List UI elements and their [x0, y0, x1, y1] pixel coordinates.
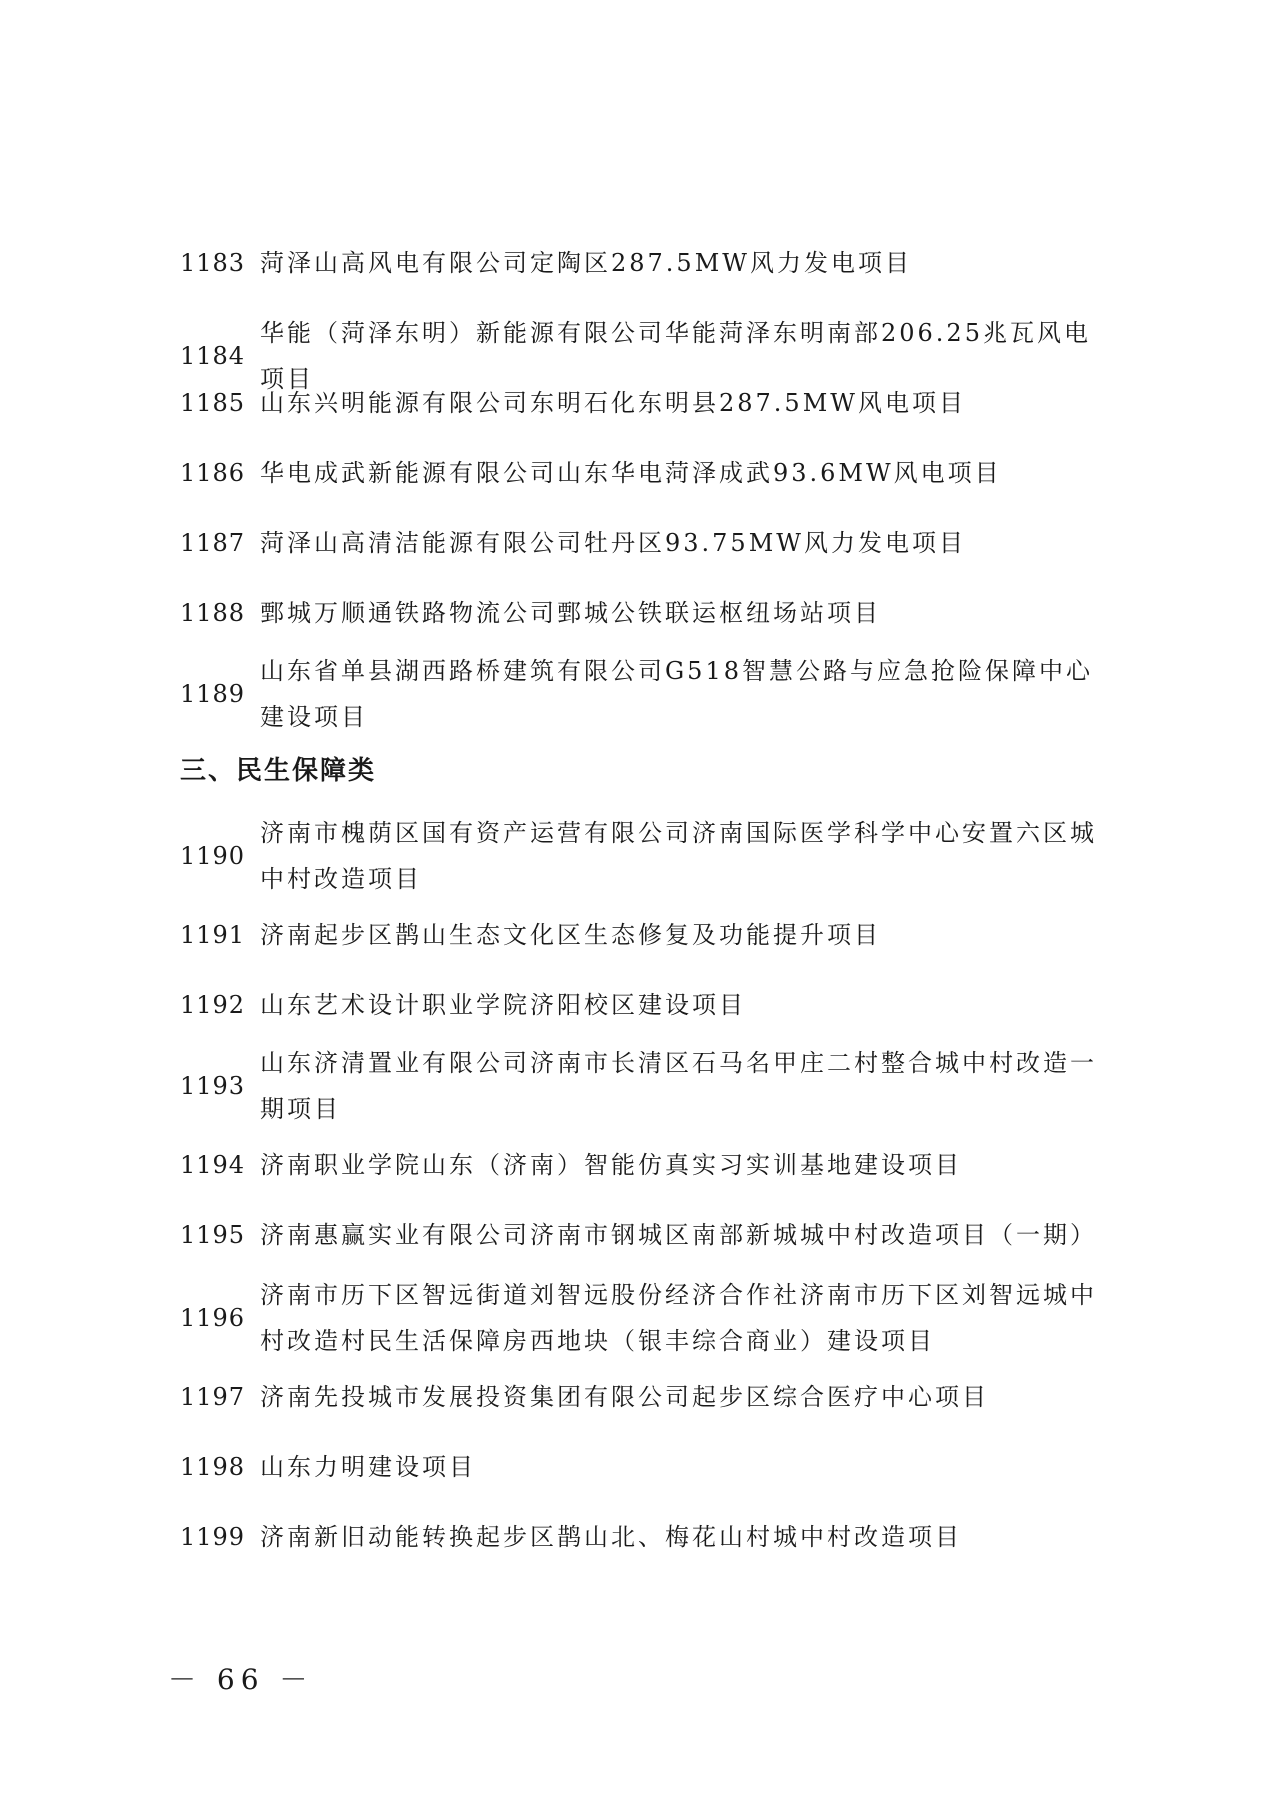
item-number: 1187: [180, 529, 246, 557]
item-number: 1191: [180, 921, 246, 949]
list-item: [180, 982, 1100, 1028]
section-heading: 三、民生保障类: [180, 756, 377, 786]
item-number: 1197: [180, 1383, 246, 1411]
item-text: 华能（菏泽东明）新能源有限公司华能菏泽东明南部206.25兆瓦风电项目: [260, 319, 1091, 393]
list-item: [180, 380, 1100, 426]
item-text: 华电成武新能源有限公司山东华电菏泽成武93.6MW风电项目: [260, 459, 1002, 487]
item-number: 1192: [180, 991, 246, 1019]
list-item: [180, 520, 1100, 566]
item-number: 1195: [180, 1221, 246, 1249]
item-number: 1196: [180, 1304, 246, 1332]
item-text: 济南先投城市发展投资集团有限公司起步区综合医疗中心项目: [260, 1383, 989, 1411]
item-number: 1194: [180, 1151, 246, 1179]
item-number: 1184: [180, 342, 246, 370]
list-item: [180, 1040, 1100, 1132]
item-text: 山东济清置业有限公司济南市长清区石马名甲庄二村整合城中村改造一期项目: [260, 1049, 1097, 1123]
item-text: 山东力明建设项目: [260, 1453, 476, 1481]
item-text: 山东兴明能源有限公司东明石化东明县287.5MW风电项目: [260, 389, 966, 417]
item-text: 济南起步区鹊山生态文化区生态修复及功能提升项目: [260, 921, 881, 949]
list-item: [180, 450, 1100, 496]
list-item: [180, 1514, 1100, 1560]
list-item: [180, 1212, 1100, 1258]
item-text: 菏泽山高风电有限公司定陶区287.5MW风力发电项目: [260, 249, 912, 277]
item-text: 济南市槐荫区国有资产运营有限公司济南国际医学科学中心安置六区城中村改造项目: [260, 819, 1097, 893]
page-number: － 66 －: [168, 1663, 314, 1696]
item-text: 山东艺术设计职业学院济阳校区建设项目: [260, 991, 746, 1019]
item-text: 山东省单县湖西路桥建筑有限公司G518智慧公路与应急抢险保障中心建设项目: [260, 657, 1093, 731]
list-item: [180, 590, 1100, 636]
list-item: [180, 1272, 1100, 1364]
list-item: [180, 810, 1100, 902]
item-number: 1183: [180, 249, 246, 277]
list-item: [180, 240, 1100, 286]
item-text: 济南惠赢实业有限公司济南市钢城区南部新城城中村改造项目（一期）: [260, 1221, 1097, 1249]
list-item: [180, 1444, 1100, 1490]
item-number: 1186: [180, 459, 246, 487]
item-number: 1185: [180, 389, 246, 417]
item-text: 济南市历下区智远街道刘智远股份经济合作社济南市历下区刘智远城中村改造村民生活保障房西地块（银丰综合商业）建设项目: [260, 1281, 1097, 1355]
item-number: 1193: [180, 1072, 246, 1100]
list-item: [180, 912, 1100, 958]
item-text: 鄄城万顺通铁路物流公司鄄城公铁联运枢纽场站项目: [260, 599, 881, 627]
item-number: 1188: [180, 599, 246, 627]
item-number: 1190: [180, 842, 246, 870]
list-item: [180, 1374, 1100, 1420]
item-text: 济南职业学院山东（济南）智能仿真实习实训基地建设项目: [260, 1151, 962, 1179]
item-text: 菏泽山高清洁能源有限公司牡丹区93.75MW风力发电项目: [260, 529, 966, 557]
list-item: [180, 1142, 1100, 1188]
item-number: 1189: [180, 680, 246, 708]
item-number: 1198: [180, 1453, 246, 1481]
item-number: 1199: [180, 1523, 246, 1551]
list-item: [180, 648, 1100, 740]
item-text: 济南新旧动能转换起步区鹊山北、梅花山村城中村改造项目: [260, 1523, 962, 1551]
